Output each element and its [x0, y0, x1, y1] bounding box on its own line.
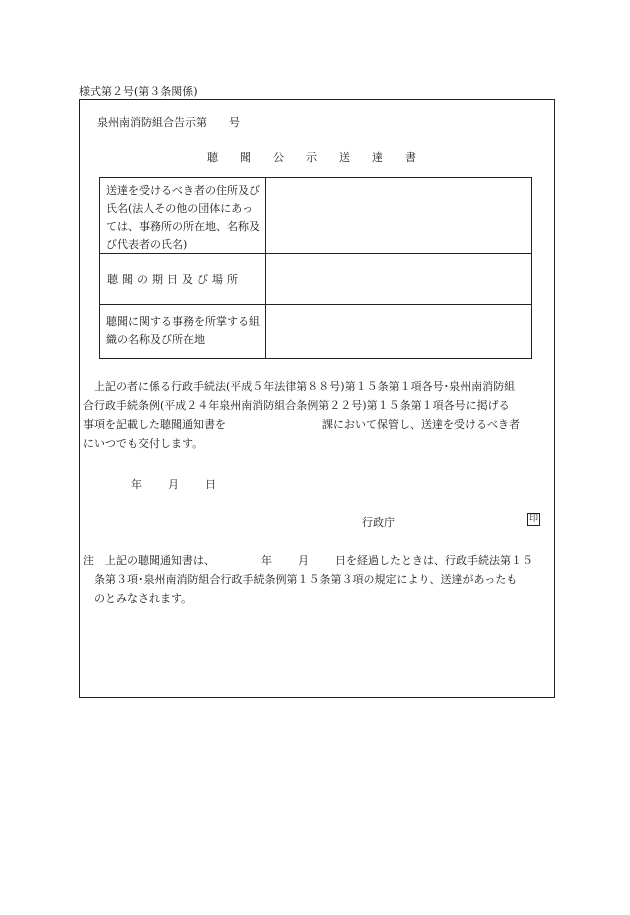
note-marker: 注 [83, 554, 94, 567]
info-table [99, 177, 532, 359]
body-line-4: にいつでも交付します。 [83, 437, 204, 450]
seal-stamp: 印 [528, 514, 538, 524]
body-line-3-a: 事項を記載した聴聞通知書を [83, 418, 226, 431]
note-year: 年 [261, 554, 272, 567]
notice-number-prefix: 泉州南消防組合告示第 [97, 116, 207, 129]
note-line-2: 条第３項･泉州南消防組合行政手続条例第１５条第３項の規定により、送達があったも [94, 573, 518, 586]
body-text [83, 377, 555, 453]
note-line-1 [83, 551, 555, 570]
table-row [100, 305, 531, 358]
recipient-address-label: 送達を受けるべき者の住所及び氏名(法人その他の団体にあっては、事務所の所在地、名称及び代表者の氏名) [100, 178, 266, 253]
body-line-3-b: 課において保管し、送達を受けるべき者 [322, 418, 520, 431]
date-line [131, 476, 216, 492]
note [83, 551, 555, 608]
body-line-1: 上記の者に係る行政手続法(平成５年法律第８８号)第１５条第１項各号･泉州南消防組 [94, 380, 516, 393]
notice-number-suffix: 号 [229, 116, 240, 129]
agency-label: 行政庁 [362, 516, 395, 529]
note-month: 月 [298, 554, 309, 567]
date-day: 日 [205, 478, 216, 491]
recipient-address-value [266, 178, 531, 253]
hearing-date-place-value [266, 254, 531, 304]
note-line-1-a: 上記の聴聞通知書は、 [105, 554, 215, 567]
date-year: 年 [131, 478, 142, 491]
notice-number [97, 114, 240, 130]
table-row [100, 178, 531, 254]
responsible-office-value [266, 305, 531, 358]
responsible-office-label: 聴聞に関する事務を所掌する組織の名称及び所在地 [100, 305, 266, 358]
body-line-3 [83, 415, 555, 434]
note-line-1-b: 日を経過したときは、行政手続法第１５ [335, 554, 533, 567]
form-label: 様式第２号(第３条関係) [79, 85, 198, 98]
body-line-2: 合行政手続条例(平成２４年泉州南消防組合条例第２２号)第１５条第１項各号に掲げる [83, 399, 510, 412]
date-month: 月 [168, 478, 179, 491]
table-row [100, 254, 531, 305]
document-title: 聴聞公示送達書 [207, 151, 438, 164]
hearing-date-place-label: 聴聞の期日及び場所 [100, 254, 266, 304]
note-line-3: のとみなされます。 [94, 592, 193, 605]
